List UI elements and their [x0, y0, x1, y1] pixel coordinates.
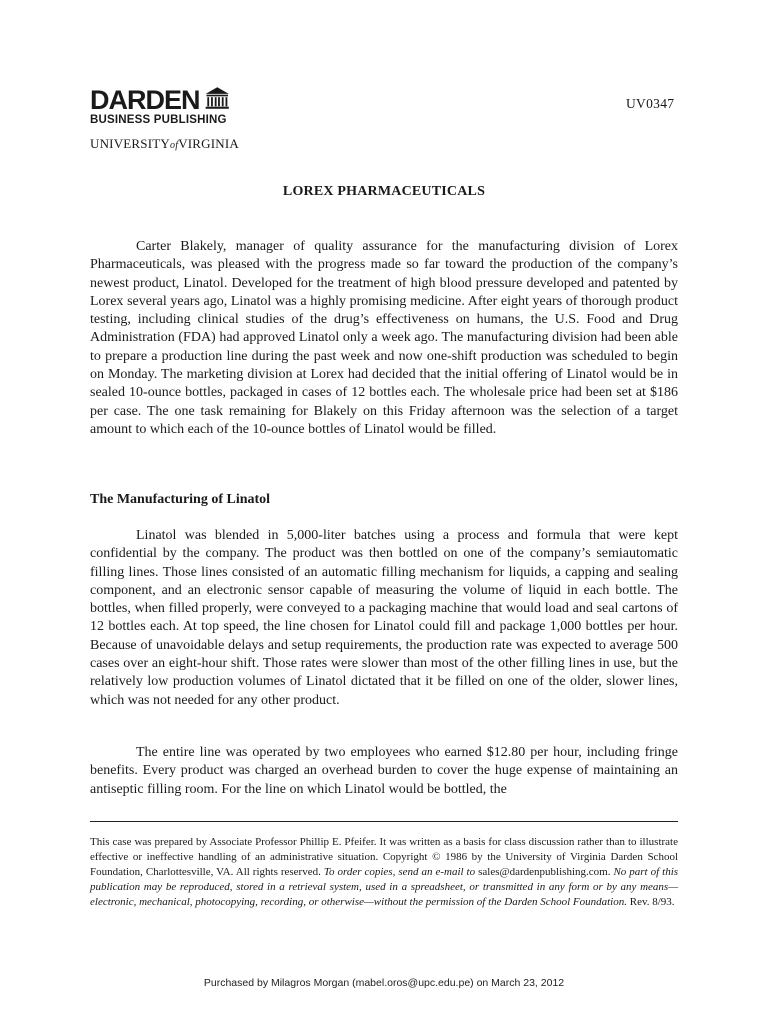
logo-top-row — [90, 84, 230, 115]
body-paragraph-3 — [90, 744, 678, 799]
logo-business-publishing: BUSINESS PUBLISHING — [90, 114, 227, 126]
footnote-revision: Rev. 8/93. — [629, 896, 675, 908]
case-id: UV0347 — [626, 96, 675, 111]
copyright-footnote: This case was prepared by Associate Professor Phillip E. Pfeifer. It was written as a basis for class discussion rather than to illustrate effective or ineffective handling of an administrative situation. Copyright © 1986 by the University of Virginia Darden School Foundation, Charlottesville, VA. All rights reserved. To order copies, send an e-mail to sales@dardenpublishing.com. No part of this publication may be reproduced, stored in a retrieval system, used in a spreadsheet, or transmitted in any form or by any means—electronic, mechanical, photocopying, recording, or otherwise—without the permission of the Darden School Foundation. Rev. 8/93. — [90, 836, 679, 908]
footnote-rights-text: No part of this publication may be reproduced, stored in a retrieval system, used in a spreadsheet, or transmitted in any form or by any means—electronic, mechanical, photocopying, recording, or otherwise—without the permission of the Darden School Foundation. — [90, 866, 679, 908]
paragraph-2-text: Linatol was blended in 5,000-liter batches using a process and formula that were kept confidential by the company. The product was then bottled on one of the company’s semiautomatic filling lines. Those lines consisted of an automatic filling mechanism for liquids, a capping and sealing component, and an electronic sensor capable of measuring the volume of liquid in each bottle. The bottles, when filled properly, were conveyed to a packaging machine that would load and seal cartons of 12 bottles each. At top speed, the line chosen for Linatol could fill and package 1,000 bottles per hour. Because of unavoidable delays and setup requirements, the production rate was expected to average 500 cases over an eight-hour shift. Those rates were slower than most of the other filling lines in use, but the relatively low production volumes of Linatol dictated that it be filled on one of the older, slower lines, which was not needed for any other product. — [90, 528, 678, 708]
paragraph-3-text: The entire line was operated by two employees who earned $12.80 per hour, including fringe benefits. Every product was charged an overhead burden to cover the huge expense of maintaining an antiseptic filling room. For the line on which Linatol would be bottled, the — [90, 745, 678, 797]
logo-of-text: of — [170, 140, 179, 151]
darden-logo — [90, 84, 239, 152]
purchase-line: Purchased by Milagros Morgan (mabel.oros@upc.edu.pe) on March 23, 2012 — [203, 977, 565, 989]
logo-virginia-text: VIRGINIA — [178, 136, 239, 151]
body-paragraph-2 — [90, 527, 678, 710]
footnote-email: sales@dardenpublishing.com — [478, 866, 608, 878]
logo-university-of-virginia — [90, 136, 239, 152]
section-heading: The Manufacturing of Linatol — [90, 492, 271, 507]
rotunda-icon — [204, 84, 230, 112]
footnote-order-text: To order copies, send an e-mail to — [323, 866, 476, 878]
footnote-divider — [90, 821, 678, 822]
body-paragraph-1 — [90, 238, 678, 439]
logo-university-text: UNIVERSITY — [90, 136, 170, 151]
footnote-plain-text: This case was prepared by Associate Professor Phillip E. Pfeifer. It was written as a basis for class discussion rather than to illustrate effective or ineffective handling of an administrative situation. Copyright © 1986 by the University of Virginia Darden School Foundation, Charlottesville, VA. All rights reserved. — [90, 836, 678, 878]
paragraph-1-text: Carter Blakely, manager of quality assurance for the manufacturing division of Lorex Pharmaceuticals, was pleased with the progress made so far toward the production of the company’s newest product, Linatol. Developed for the treatment of high blood pressure developed and patented by Lorex several years ago, Linatol was a highly promising medicine. After eight years of thorough product testing, including clinical studies of the drug’s effectiveness on humans, the U.S. Food and Drug Administration (FDA) had approved Linatol only a week ago. The manufacturing division had been able to prepare a production line during the past week and now one-shift production was scheduled to begin on Monday. The marketing division at Lorex had decided that the initial offering of Linatol would be in sealed 10-ounce bottles, packaged in cases of 12 bottles each. The wholesale price had been set at $186 per case. The one task remaining for Blakely on this Friday afternoon was the selection of a target amount to which each of the 10-ounce bottles of Linatol would be filled. — [90, 239, 678, 437]
logo-darden-text: DARDEN — [90, 85, 200, 115]
document-title: LOREX PHARMACEUTICALS — [282, 184, 486, 199]
